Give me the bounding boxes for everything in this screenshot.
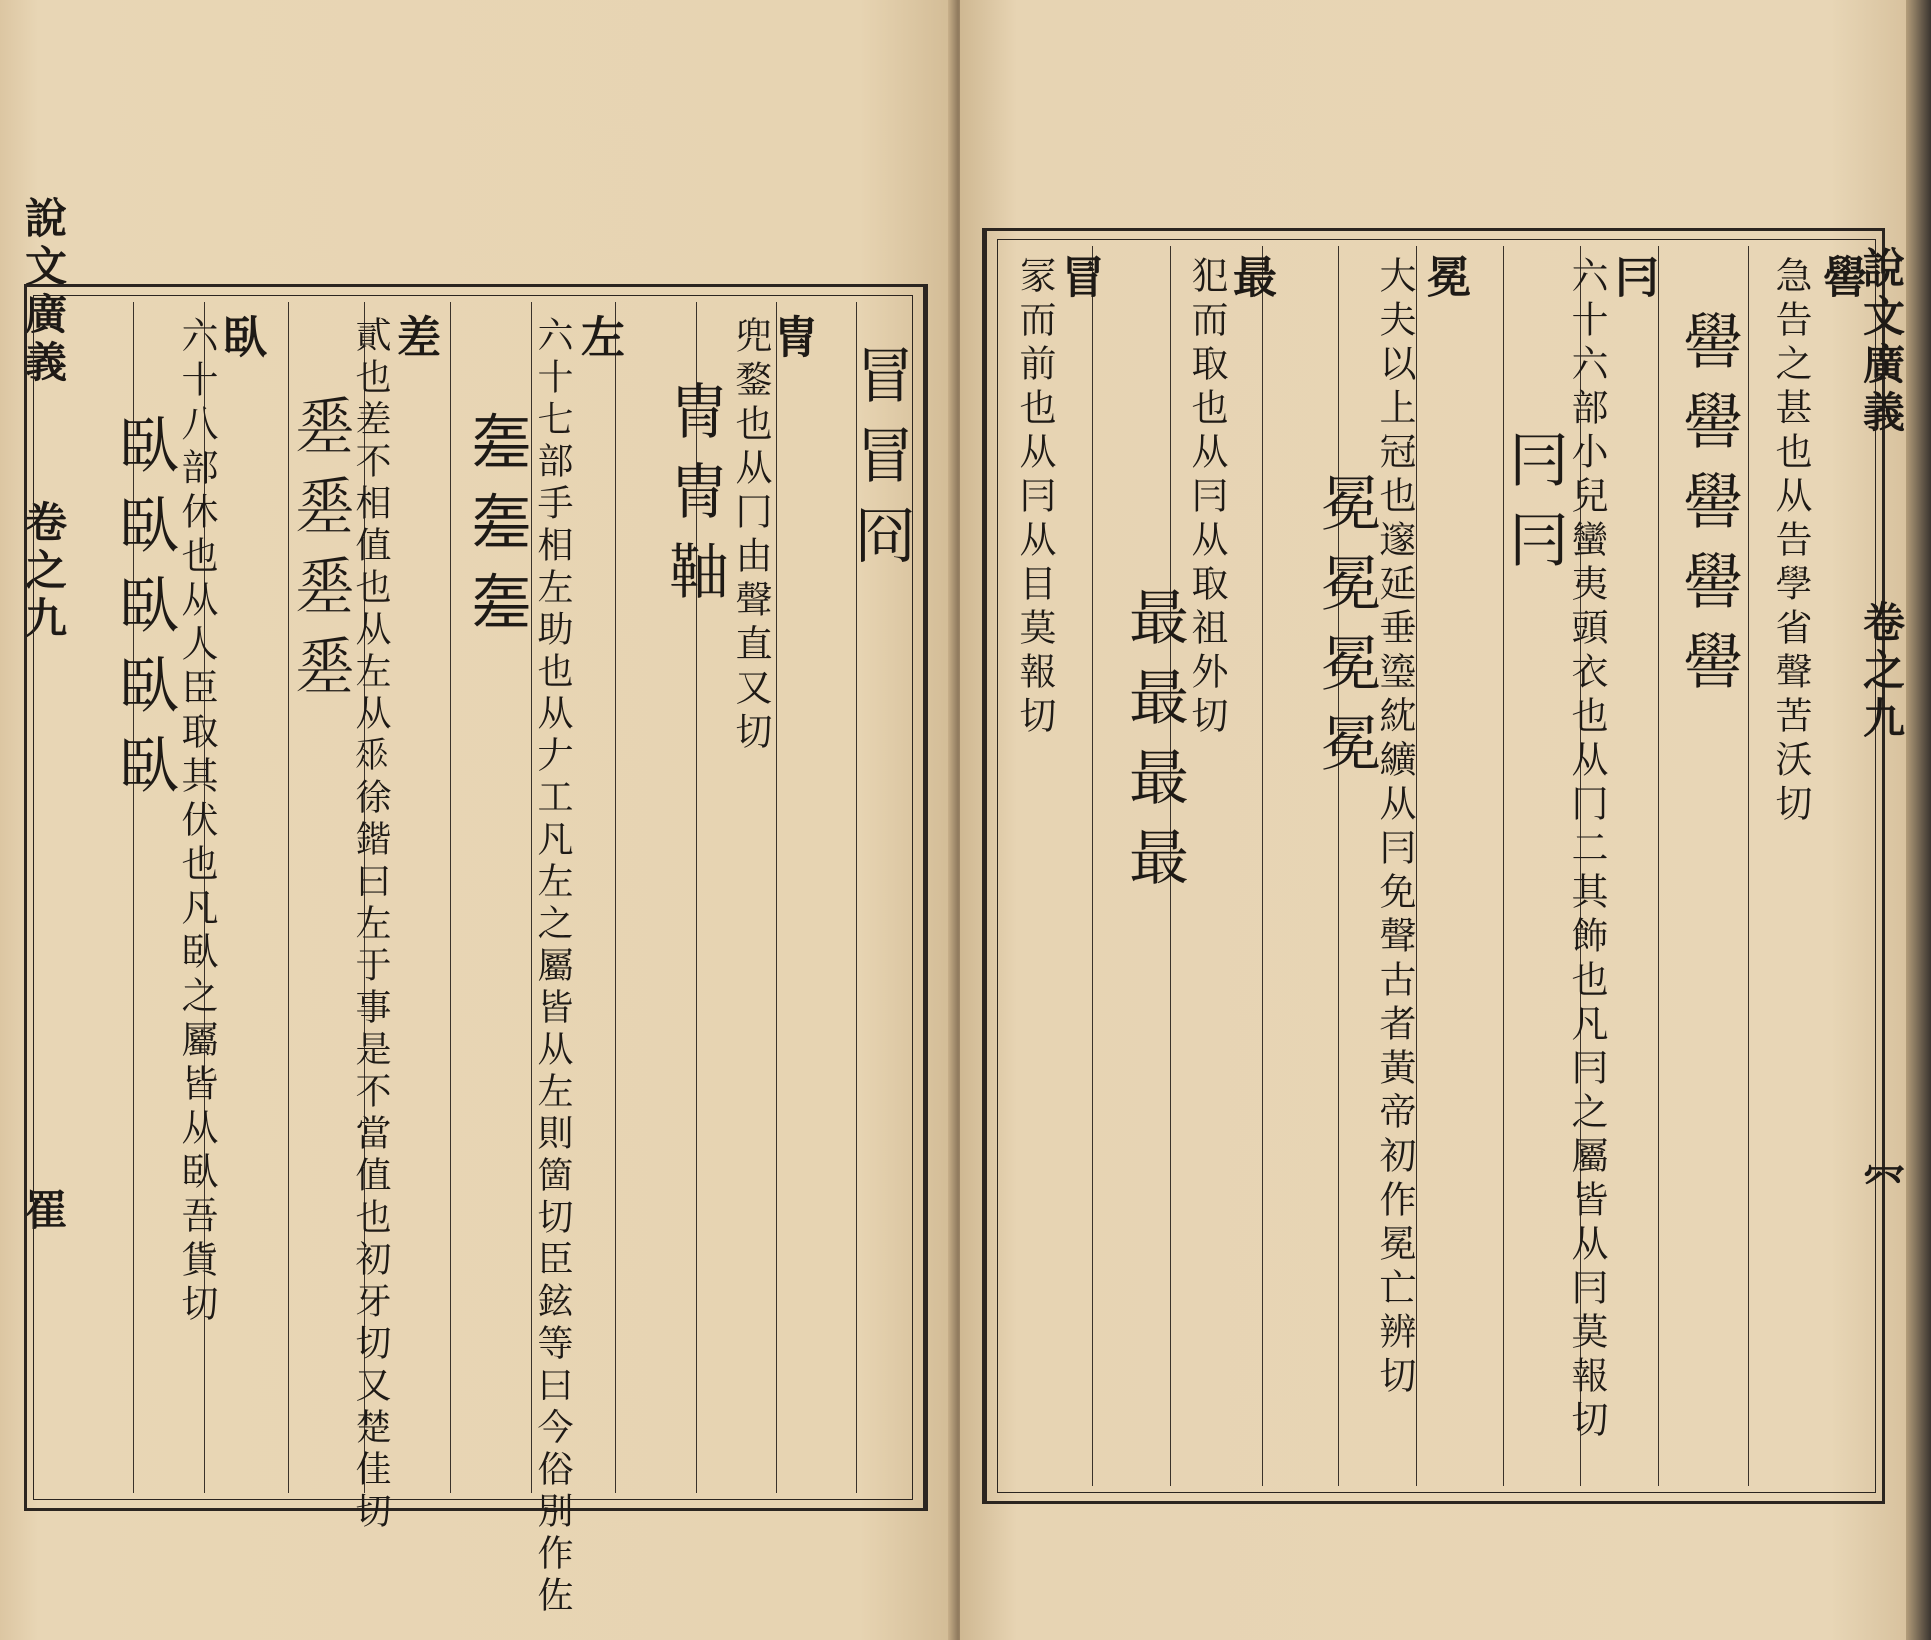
- right-fascicle: 卷之九: [1857, 600, 1906, 744]
- entry-text-zhou: 兜鍪也从冂由聲直又切: [729, 316, 772, 756]
- entry-head-cha: 差: [389, 314, 440, 360]
- entry-head-mao-b: 冒: [1053, 254, 1104, 300]
- entry-head-mao: 冃: [1607, 254, 1658, 300]
- entry-head-wo: 臥: [215, 314, 266, 360]
- entry-head-zuo: 左: [573, 314, 624, 360]
- entry-head-ku: 嚳: [1815, 254, 1866, 300]
- left-inner-border: [33, 295, 915, 1618]
- entry-head-zui: 最: [1225, 254, 1276, 300]
- seal-row-mian: 冕冕冕冕: [1311, 472, 1381, 792]
- left-folio: 䍜: [19, 1188, 68, 1236]
- left-page: [0, 0, 955, 1640]
- entry-head-mian: 冕: [1419, 254, 1470, 300]
- book-edge: [1906, 0, 1931, 1640]
- seal-row-wo: 臥臥臥臥臥: [109, 414, 179, 814]
- seal-row-zui: 最最最最: [1119, 586, 1189, 906]
- seal-row-cha: 𢀩𢀩𢀩𢀩: [287, 394, 357, 714]
- entry-text-zuo: 六十七部手相左助也从𠂇工凡左之屬皆从左則箇切臣鉉等曰今俗別作佐: [532, 316, 573, 1618]
- seal-row-mao: 冒冒冏: [845, 344, 915, 584]
- right-inner-border: [997, 239, 1876, 1493]
- seal-row-ku: 嚳嚳嚳嚳嚳: [1673, 310, 1743, 710]
- seal-row-mao-r: 冃冃: [1499, 428, 1569, 588]
- entry-text-cha: 貳也差不相值也从左从𠂹徐鍇曰左于事是不當值也初牙切又楚佳切: [350, 316, 391, 1534]
- right-folio: 㓁: [1857, 1160, 1906, 1208]
- seal-row-zhou: 冑冑䩜: [659, 380, 729, 620]
- right-text-frame: [982, 228, 1885, 1504]
- entry-text-mao-b: 冡而前也从冃从目莫報切: [1013, 256, 1056, 740]
- right-page: [960, 0, 1906, 1640]
- seal-row-zuo: 𢀡𢀡𢀡: [464, 414, 534, 654]
- entry-text-mao: 六十六部小兒蠻夷頭衣也从冂二其飾也凡冃之屬皆从冃莫報切: [1565, 256, 1608, 1444]
- left-fascicle: 卷之九: [19, 500, 68, 644]
- entry-text-ku: 急告之甚也从告學省聲苦沃切: [1769, 256, 1812, 828]
- entry-text-wo: 六十八部休也从人臣取其伏也凡臥之屬皆从臥吾貨切: [175, 316, 218, 1328]
- entry-text-mian: 大夫以上冠也邃延垂瑬紞纊从冃免聲古者黃帝初作冕亡辨切: [1373, 256, 1416, 1400]
- entry-head-zhou: 冑: [766, 314, 817, 360]
- entry-text-zui: 犯而取也从冃从取祖外切: [1185, 256, 1228, 740]
- right-margin-title: 說文廣義: [1857, 246, 1906, 438]
- left-margin-title: 說文廣義: [19, 196, 68, 388]
